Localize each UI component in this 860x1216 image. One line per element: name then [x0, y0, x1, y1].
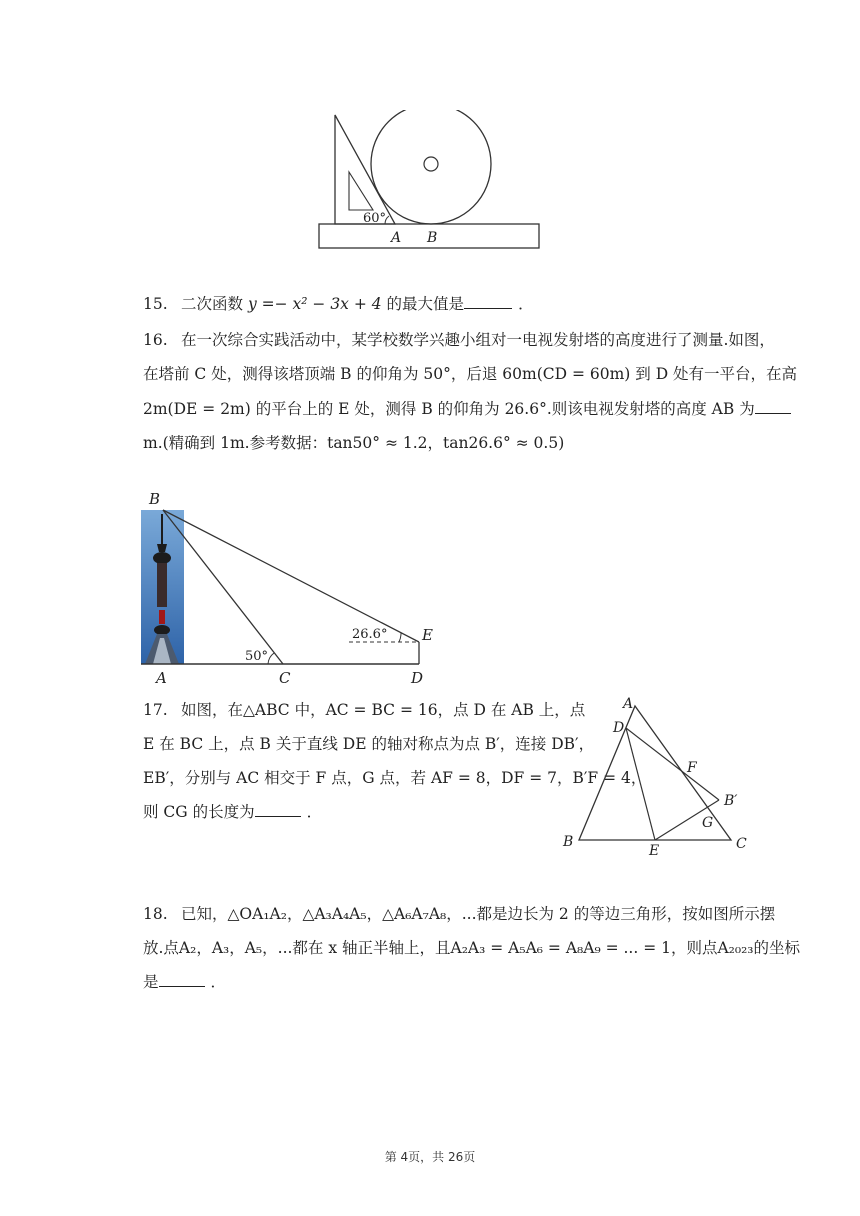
arc-e: [399, 633, 401, 642]
angle-label-e: 26.6°: [352, 627, 388, 642]
question-number: 18.: [143, 905, 168, 923]
page-footer: 第 4页，共 26页: [384, 1150, 476, 1164]
q18-line-3: 是: [143, 973, 159, 991]
question-17-line-2: [143, 734, 594, 754]
label-b-prime: B′: [724, 793, 738, 809]
label-c: C: [279, 669, 291, 687]
question-16-line-3: [143, 399, 791, 419]
answer-blank: [755, 399, 791, 414]
q18-end: ．: [210, 973, 227, 991]
question-15: [143, 294, 534, 314]
q18-line-2: 放.点A₂，A₃，A₅，...都在 x 轴正半轴上，且A₂A₃ = A₅A₆ = A₈A₉ = ... = 1，则点A₂₀₂₃的坐标: [143, 939, 801, 957]
disc: [371, 110, 491, 224]
question-number: 16.: [143, 331, 168, 349]
q18-line-1: 已知，△OA₁A₂，△A₃A₄A₅，△A₆A₇A₈，...都是边长为 2 的等边三角形，按如图所示摆: [181, 905, 776, 923]
question-16-line-1: [143, 330, 775, 350]
label-c: C: [736, 836, 747, 852]
figure-triangle: [555, 692, 760, 858]
label-g: G: [702, 815, 714, 831]
angle-label-c: 50°: [245, 649, 269, 664]
q15-formula: y =− x² − 3x + 4: [247, 295, 382, 313]
q15-end: ．: [518, 295, 534, 313]
q15-text-b: 的最大值是: [381, 295, 465, 313]
label-a: A: [156, 669, 167, 687]
q17-end: ．: [306, 803, 323, 821]
arc-c: [268, 653, 274, 664]
question-18-line-2: [143, 938, 800, 958]
label-d: D: [411, 669, 424, 687]
question-number: 15.: [143, 295, 168, 313]
q16-line-1: 在一次综合实践活动中，某学校数学兴趣小组对一电视发射塔的高度进行了测量.如图，: [181, 331, 775, 349]
q17-line-4: 则 CG 的长度为: [143, 803, 255, 821]
q15-text-a: 二次函数: [181, 295, 248, 313]
question-number: 17.: [143, 701, 168, 719]
question-17-line-4: [143, 802, 322, 822]
label-b: B: [563, 834, 574, 850]
set-square: [335, 115, 395, 224]
label-e: E: [422, 626, 433, 644]
label-b: B: [149, 490, 161, 508]
question-18-line-1: [143, 904, 775, 924]
label-d: D: [613, 720, 625, 736]
figure-tower: [135, 488, 450, 690]
q17-line-1: 如图，在△ABC 中，AC = BC = 16，点 D 在 AB 上，点: [181, 701, 586, 719]
label-a: A: [623, 696, 634, 712]
label-b: B: [427, 230, 438, 246]
q16-line-4: m.(精确到 1m.参考数据：tan50° ≈ 1.2，tan26.6° ≈ 0.5): [143, 434, 565, 452]
label-e: E: [649, 843, 660, 858]
question-17-line-1: [143, 700, 585, 720]
question-16-line-4: [143, 433, 564, 453]
answer-blank: [255, 802, 301, 817]
answer-blank: [159, 972, 205, 987]
question-16-line-2: [143, 364, 797, 384]
question-18-line-3: [143, 972, 226, 992]
q17-line-2: E 在 BC 上，点 B 关于直线 DE 的轴对称点为点 B′，连接 DB′，: [143, 735, 595, 753]
label-a: A: [391, 230, 402, 246]
disc-center: [424, 157, 438, 171]
q16-line-3: 2m(DE = 2m) 的平台上的 E 处，测得 B 的仰角为 26.6°.则该电视发射塔的高度 AB 为: [143, 400, 755, 418]
angle-label: 60°: [363, 211, 387, 226]
sight-line-e: [163, 510, 419, 642]
q16-line-2: 在塔前 C 处，测得该塔顶端 B 的仰角为 50°，后退 60m(CD = 60m) 到 D 处有一平台，在高: [143, 365, 798, 383]
q17-line-3: EB′，分别与 AC 相交于 F 点，G 点，若 AF = 8，DF = 7，B′F = 4，: [143, 769, 647, 787]
segment-de: [626, 728, 655, 840]
segment-db-prime: [626, 728, 719, 800]
figure-ruler-disc: [315, 110, 545, 252]
label-f: F: [687, 760, 697, 776]
answer-blank: [464, 294, 512, 309]
